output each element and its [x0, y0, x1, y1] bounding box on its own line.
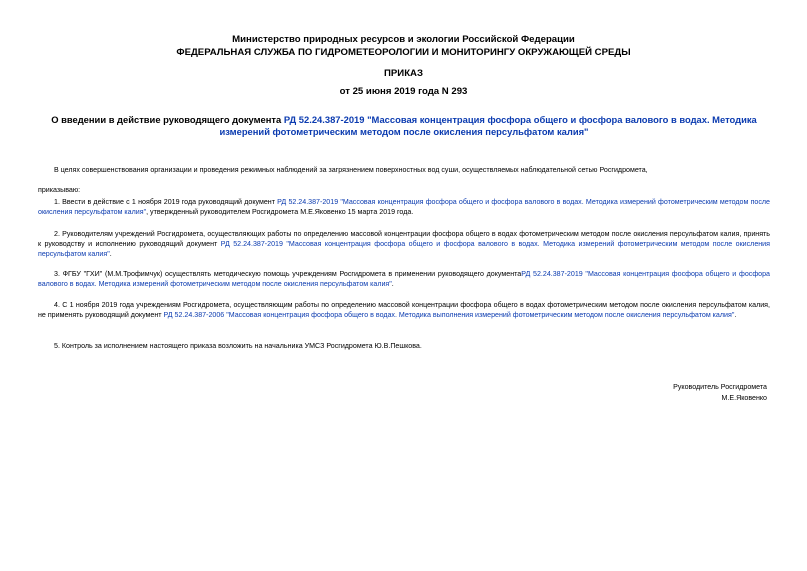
item-3-text: 3. ФГБУ "ГХИ" (М.М.Трофимчук) осуществлять методическую помощь учреждениям Росгидромета в применении руководящего документа: [54, 270, 522, 278]
intro-paragraph: В целях совершенствования организации и проведения режимных наблюдений за загрязнением поверхностных вод суши, осуществляемых наблюдательной сетью Росгидромета,: [54, 166, 648, 174]
item-3-link[interactable]: РД 52.24.387-2019 "Массовая концентрация фосфора общего и фосфора валового в водах. Методика измерений фотометрическим методом после окисления персульфатом калия": [38, 270, 770, 288]
item-2-text: 2. Руководителям учреждений Росгидромета, осуществляющих работы по определению массовой концентрации фосфора общего в водах фотометрическим методом после окисления персульфатом калия, принять к руководству и исполнению руководящий документ: [38, 230, 770, 248]
order-word: приказываю:: [38, 186, 81, 194]
date-number: от 25 июня 2019 года N 293: [339, 86, 468, 97]
document-title: [38, 114, 770, 138]
item-1-tail: , утвержденный руководителем Росгидромета М.Е.Яковенко 15 марта 2019 года.: [146, 207, 414, 216]
item-3: [38, 270, 770, 290]
item-2-link[interactable]: РД 52.24.387-2019 "Массовая концентрация фосфора общего и фосфора валового в водах. Методика измерений фотометрическим методом после окисления персульфатом калия": [38, 239, 770, 258]
item-1: [38, 198, 770, 218]
doc-type-heading: ПРИКАЗ: [384, 68, 423, 79]
item-5: 5. Контроль за исполнением настоящего приказа возложить на начальника УМСЗ Росгидромета Ю.В.Пешкова.: [54, 342, 422, 350]
service-heading: ФЕДЕРАЛЬНАЯ СЛУЖБА ПО ГИДРОМЕТЕОРОЛОГИИ И МОНИТОРИНГУ ОКРУЖАЮЩЕЙ СРЕДЫ: [176, 47, 631, 58]
title-prefix: О введении в действие руководящего документа: [51, 114, 284, 125]
signature-position: Руководитель Росгидромета: [673, 383, 767, 391]
title-link[interactable]: РД 52.24.387-2019 "Массовая концентрация фосфора общего и фосфора валового в водах. Методика измерений фотометрическим методом после окисления персульфатом калия": [219, 114, 757, 137]
item-4-text: 4. С 1 ноября 2019 года учреждениям Росгидромета, осуществляющим работы по определению массовой концентрации фосфора общего в водах фотометрическим методом после окисления персульфатом калия, не применять руководящий документ: [38, 301, 770, 319]
item-2-tail: .: [109, 249, 112, 258]
item-3-tail: .: [391, 279, 394, 288]
ministry-heading: Министерство природных ресурсов и экологии Российской Федерации: [232, 34, 575, 45]
item-2: [38, 230, 770, 259]
item-1-link[interactable]: РД 52.24.387-2019 "Массовая концентрация фосфора общего и фосфора валового в водах. Методика измерений фотометрическим методом после окисления персульфатом калия": [38, 198, 770, 216]
item-4: [38, 301, 770, 321]
signature-name: М.Е.Яковенко: [721, 394, 767, 402]
item-4-tail: .: [734, 310, 737, 319]
item-4-link[interactable]: РД 52.24.387-2006 "Массовая концентрация фосфора общего в водах. Методика выполнения измерений фотометрическим методом после окисления персульфатом калия": [163, 310, 735, 319]
item-1-text: 1. Ввести в действие с 1 ноября 2019 года руководящий документ: [54, 198, 278, 206]
